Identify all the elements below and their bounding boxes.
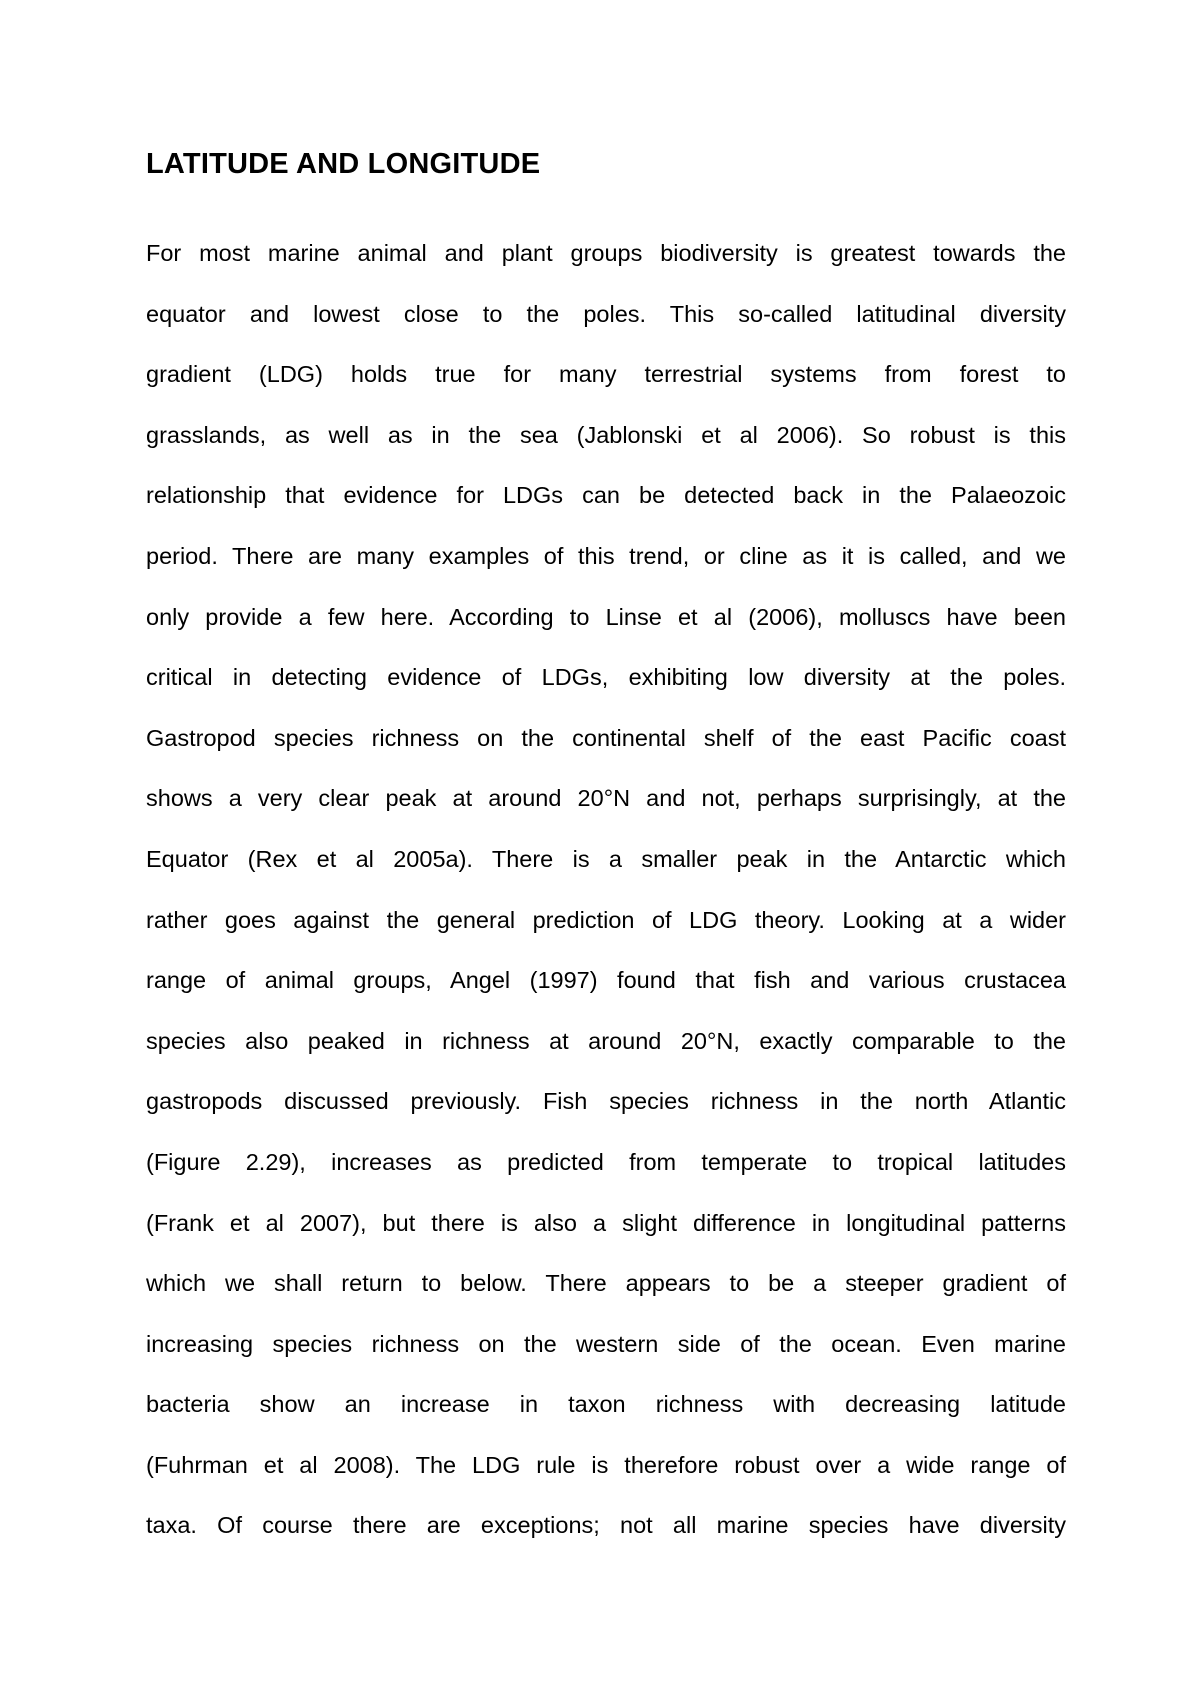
text-line: period. There are many examples of this trend, or cline as it is called, and we (146, 542, 1066, 569)
body-paragraph (146, 238, 1066, 1571)
text-line: range of animal groups, Angel (1997) found that fish and various crustacea (146, 967, 1066, 994)
text-line: (Frank et al 2007), but there is also a slight difference in longitudinal patterns (146, 1209, 1066, 1236)
text-line: which we shall return to below. There appears to be a steeper gradient of (146, 1270, 1066, 1297)
text-line: species also peaked in richness at around 20°N, exactly comparable to the (146, 1027, 1066, 1054)
text-line: Gastropod species richness on the continental shelf of the east Pacific coast (146, 724, 1066, 751)
text-line: taxa. Of course there are exceptions; not all marine species have diversity (146, 1512, 1066, 1539)
text-line: gastropods discussed previously. Fish species richness in the north Atlantic (146, 1088, 1066, 1115)
text-line: critical in detecting evidence of LDGs, exhibiting low diversity at the poles. (146, 664, 1066, 691)
text-line: gradient (LDG) holds true for many terrestrial systems from forest to (146, 361, 1066, 388)
text-line: (Figure 2.29), increases as predicted from temperate to tropical latitudes (146, 1148, 1066, 1175)
text-line: increasing species richness on the western side of the ocean. Even marine (146, 1330, 1066, 1357)
text-line: relationship that evidence for LDGs can be detected back in the Palaeozoic (146, 482, 1066, 509)
text-line: only provide a few here. According to Linse et al (2006), molluscs have been (146, 603, 1066, 630)
text-line: equator and lowest close to the poles. This so-called latitudinal diversity (146, 300, 1066, 327)
text-line: Equator (Rex et al 2005a). There is a smaller peak in the Antarctic which (146, 845, 1066, 872)
text-line: shows a very clear peak at around 20°N and not, perhaps surprisingly, at the (146, 785, 1066, 812)
section-heading: LATITUDE AND LONGITUDE (146, 148, 541, 180)
text-line: (Fuhrman et al 2008). The LDG rule is therefore robust over a wide range of (146, 1451, 1066, 1478)
text-line: bacteria show an increase in taxon richness with decreasing latitude (146, 1391, 1066, 1418)
text-line: rather goes against the general prediction of LDG theory. Looking at a wider (146, 906, 1066, 933)
text-line: grasslands, as well as in the sea (Jablonski et al 2006). So robust is this (146, 421, 1066, 448)
text-line: For most marine animal and plant groups biodiversity is greatest towards the (146, 240, 1066, 266)
